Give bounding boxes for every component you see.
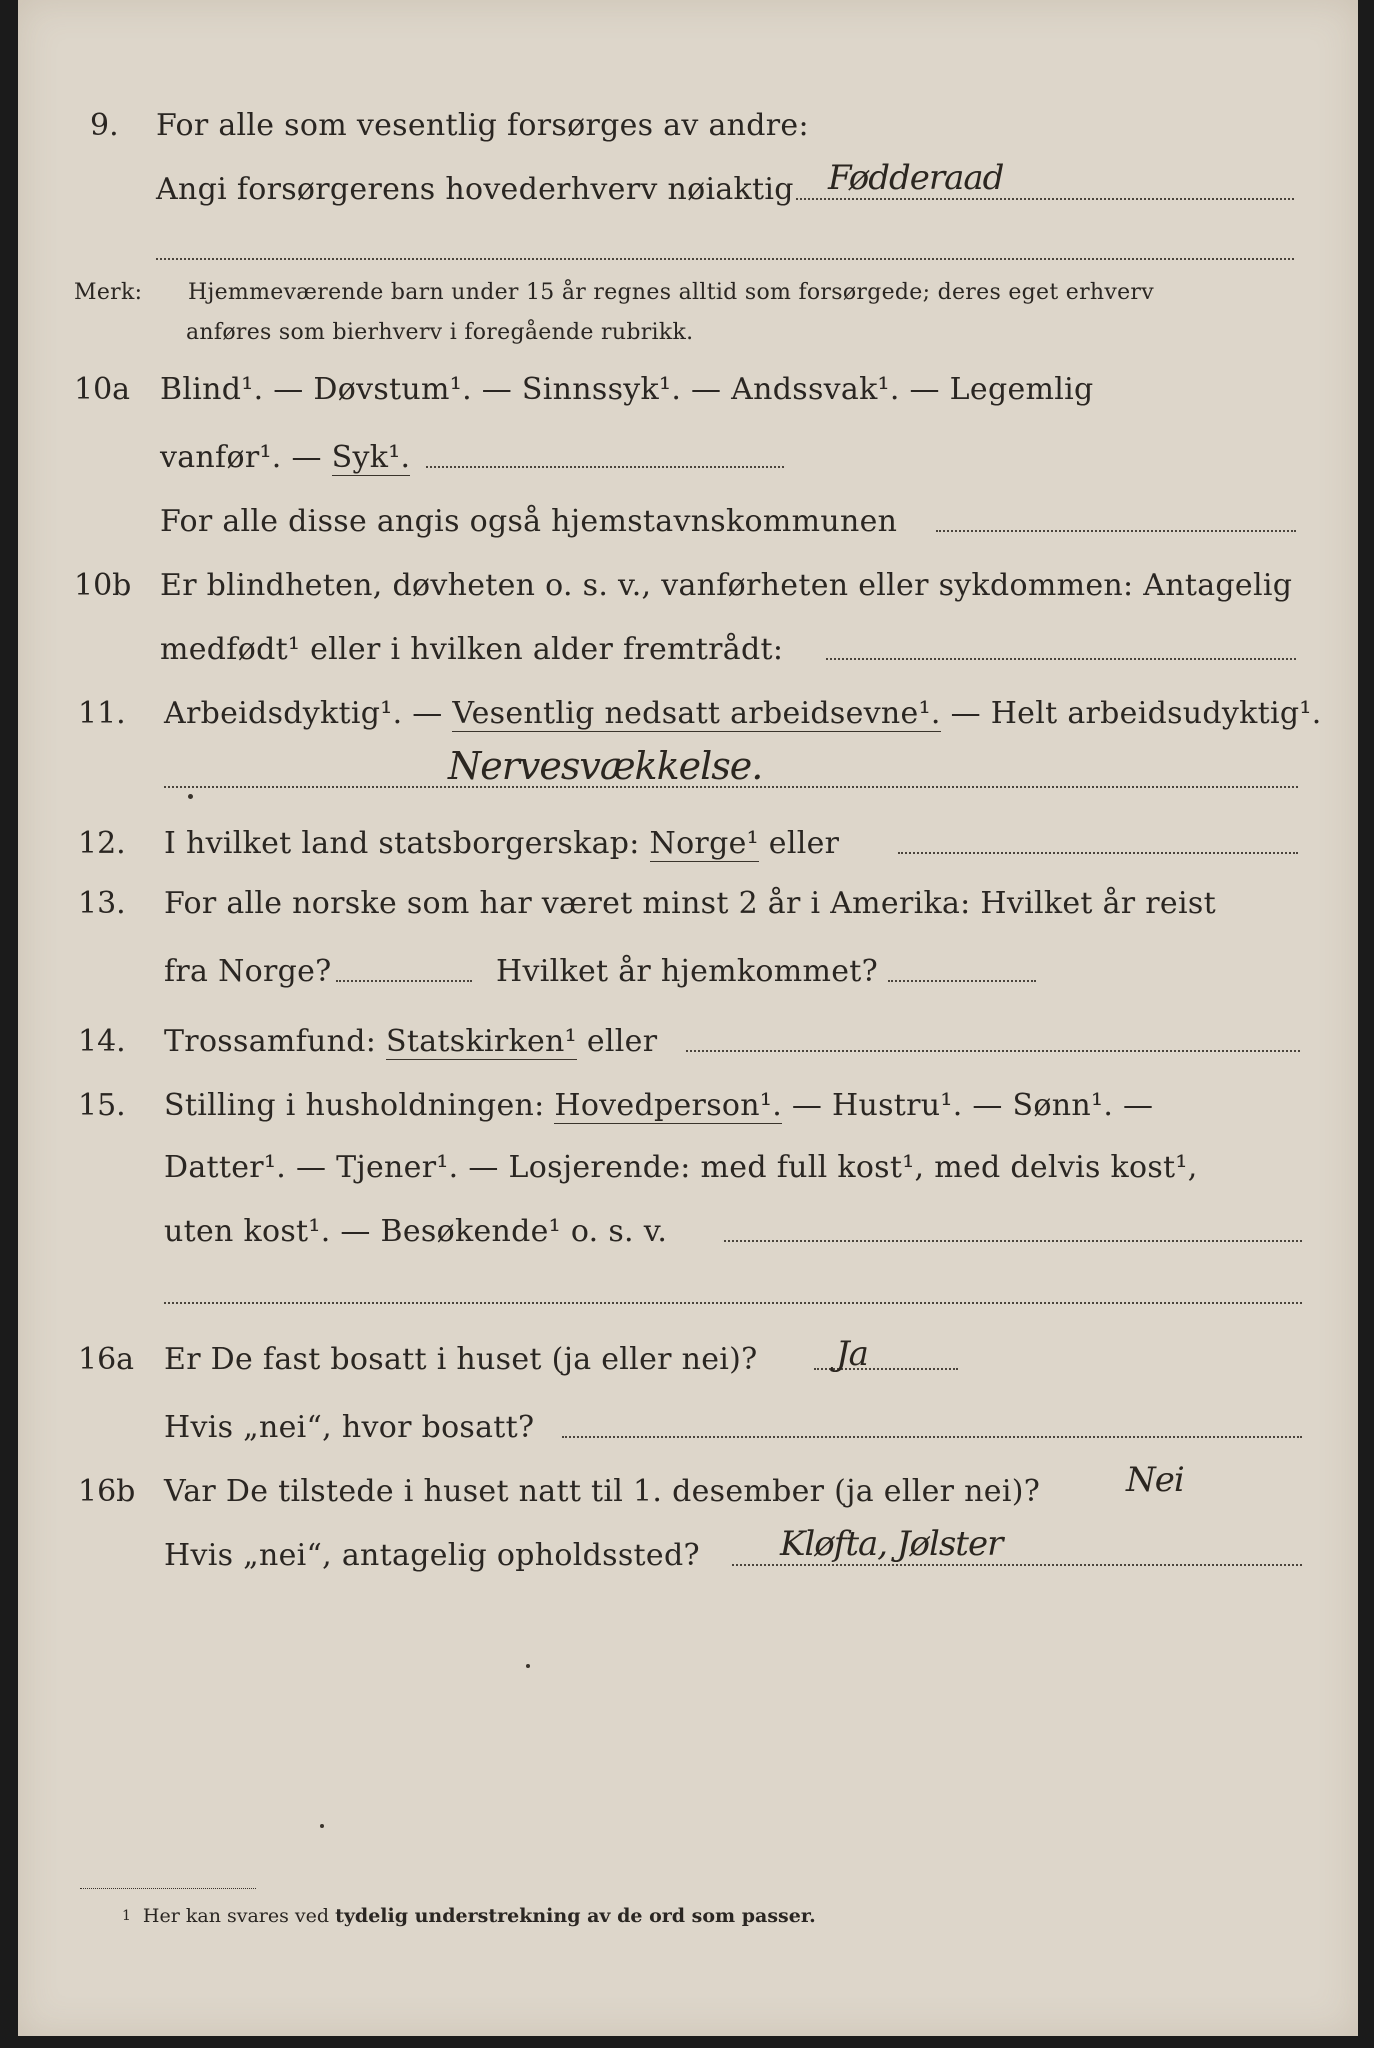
footnote: [122, 1904, 816, 1928]
ink-speck: [320, 1824, 324, 1828]
footnote-bold-text: tydelig understrekning av de ord som passer.: [335, 1905, 816, 1927]
q11-handwritten-answer: Nervesvækkelse.: [448, 744, 763, 788]
q15-extra-line: [164, 1302, 1302, 1304]
q16b-opholdssted-line: [732, 1564, 1302, 1566]
q13-number: 13.: [78, 886, 126, 921]
q12-answer-line: [898, 852, 1298, 854]
q16a-bosatt-line: [562, 1436, 1302, 1438]
q14-trossamfund: Trossamfund:: [164, 1024, 387, 1059]
q13-line1: For alle norske som har været minst 2 år i Amerika: Hvilket år reist: [164, 886, 1216, 921]
q10b-number: 10b: [74, 568, 132, 603]
q12-norge-underlined: Norge¹: [649, 826, 759, 861]
q10a-syk-line: [426, 466, 784, 468]
q9-number: 9.: [90, 108, 119, 143]
q16b-line2: Hvis „nei“, antagelig opholdssted?: [164, 1538, 700, 1573]
q16b-handwritten-answer2: Kløfta, Jølster: [780, 1524, 1003, 1564]
q11-udyktig: — Helt arbeidsudyktig¹.: [940, 696, 1322, 731]
q14-line: [164, 1024, 657, 1060]
footnote-rule: [80, 1888, 256, 1889]
q15-hovedperson-underlined: Hovedperson¹.: [554, 1088, 783, 1123]
q13-reist-line: [336, 980, 472, 982]
q15-line1: [164, 1088, 1153, 1124]
q9-answer-line: [796, 198, 1294, 200]
q16a-line1: Er De fast bosatt i huset (ja eller nei)?: [164, 1342, 758, 1377]
q10b-answer-line: [826, 658, 1296, 660]
q16b-line1: Var De tilstede i huset natt til 1. desember (ja eller nei)?: [164, 1474, 1041, 1509]
q10a-number: 10a: [74, 372, 131, 407]
q14-statskirken-underlined: Statskirken¹: [386, 1024, 577, 1059]
q15-line2: Datter¹. — Tjener¹. — Losjerende: med full kost¹, med delvis kost¹,: [164, 1150, 1198, 1185]
q14-number: 14.: [78, 1024, 126, 1059]
q13-line2b: Hvilket år hjemkommet?: [496, 954, 879, 989]
footnote-mark: 1: [122, 1908, 131, 1924]
q11-nedsatt-underlined: Vesentlig nedsatt arbeidsevne¹.: [452, 696, 941, 731]
q15-stilling: Stilling i husholdningen:: [164, 1088, 555, 1123]
q12-number: 12.: [78, 826, 126, 861]
footnote-text: Her kan svares ved: [142, 1905, 336, 1927]
q13-hjem-line: [888, 980, 1036, 982]
q10a-line1: Blind¹. — Døvstum¹. — Sinnssyk¹. — Andssvak¹. — Legemlig: [160, 372, 1094, 407]
q12-eller: eller: [758, 826, 840, 861]
ink-speck: [188, 794, 193, 799]
q11-arbeidsdyktig: Arbeidsdyktig¹. —: [164, 696, 453, 731]
merk-line1: Hjemmeværende barn under 15 år regnes alltid som forsørgede; deres eget erhverv: [188, 280, 1154, 305]
q16a-handwritten-answer: Ja: [836, 1334, 868, 1374]
q11-line1: [164, 696, 1322, 732]
q15-line3: uten kost¹. — Besøkende¹ o. s. v.: [164, 1214, 668, 1249]
q10a-vanfor: vanfør¹. —: [160, 440, 332, 475]
q9-line2: Angi forsørgerens hovederhverv nøiaktig: [156, 172, 794, 207]
q9-extra-line: [156, 258, 1294, 260]
q15-number: 15.: [78, 1088, 126, 1123]
q13-line2a: fra Norge?: [164, 954, 332, 989]
q10a-line3: For alle disse angis også hjemstavnskommunen: [160, 504, 898, 539]
q10b-line1: Er blindheten, døvheten o. s. v., vanførheten eller sykdommen: Antagelig: [160, 568, 1293, 603]
q16b-number: 16b: [78, 1474, 136, 1509]
q9-handwritten-answer: Fødderaad: [828, 158, 1004, 198]
q12-line: [164, 826, 839, 862]
q15-hustru-sonn: — Hustru¹. — Sønn¹. —: [782, 1088, 1154, 1123]
ink-speck: [526, 1664, 530, 1668]
q11-answer-line: [164, 786, 1298, 788]
q14-answer-line: [686, 1050, 1300, 1052]
merk-line2: anføres som bierhverv i foregående rubrikk.: [186, 320, 694, 345]
census-form-page: [18, 0, 1358, 2036]
q16b-handwritten-answer1: Nei: [1126, 1460, 1184, 1500]
q15-answer-line: [724, 1240, 1302, 1242]
q11-number: 11.: [78, 696, 126, 731]
q16a-line2: Hvis „nei“, hvor bosatt?: [164, 1410, 535, 1445]
q10a-kommune-line: [936, 530, 1296, 532]
q10a-line2: [160, 440, 410, 476]
q14-eller: eller: [576, 1024, 658, 1059]
q16a-number: 16a: [78, 1342, 135, 1377]
merk-label: Merk:: [74, 280, 143, 305]
q10b-line2: medfødt¹ eller i hvilken alder fremtrådt:: [160, 632, 784, 667]
q9-line1: For alle som vesentlig forsørges av andre:: [156, 108, 809, 143]
q10a-syk-underlined: Syk¹.: [331, 440, 411, 475]
q12-question: I hvilket land statsborgerskap:: [164, 826, 650, 861]
